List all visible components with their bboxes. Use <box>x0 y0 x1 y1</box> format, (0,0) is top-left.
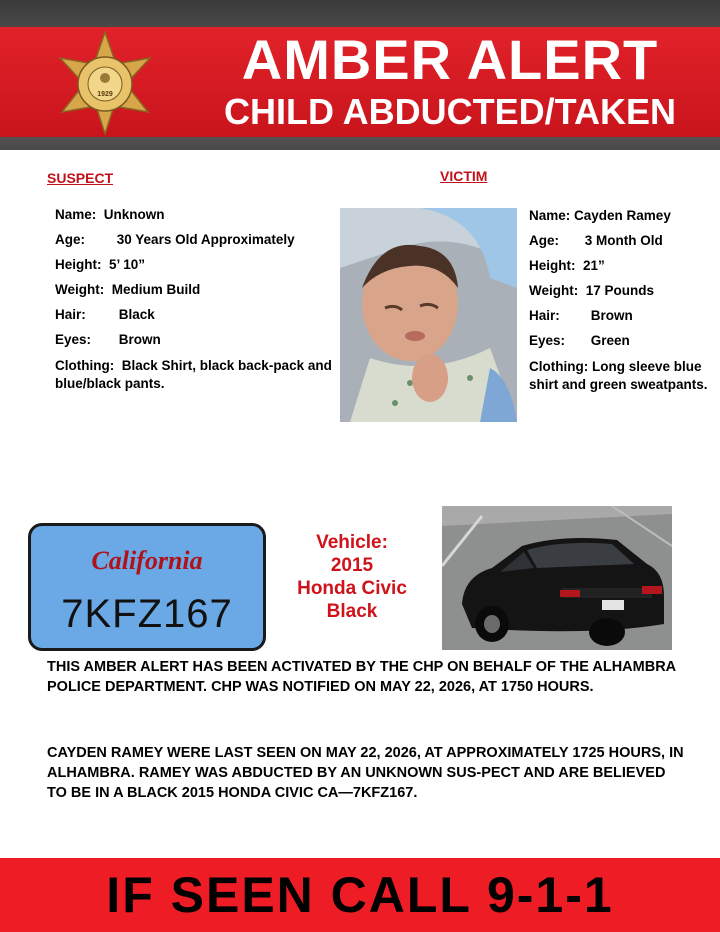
field-label: Height: <box>529 258 576 273</box>
vehicle-photo <box>442 506 672 650</box>
suspect-height-row <box>55 257 345 272</box>
field-value: Brown <box>118 332 161 347</box>
field-value: 17 Pounds <box>585 283 655 298</box>
field-value: Long sleeve blue shirt and green sweatpants. <box>529 359 708 392</box>
field-label: Age: <box>529 233 559 248</box>
victim-name-row <box>529 208 714 223</box>
plate-number: 7KFZ167 <box>61 592 233 636</box>
victim-info <box>529 208 714 404</box>
suspect-age-row <box>55 232 345 247</box>
field-label: Height: <box>55 257 102 272</box>
field-label: Eyes: <box>55 332 92 347</box>
victim-heading: VICTIM <box>440 168 488 184</box>
plate-state: California <box>91 546 203 575</box>
field-value: Green <box>590 333 630 348</box>
field-label: Weight: <box>55 282 105 297</box>
field-value: 30 Years Old Approximately <box>116 232 295 247</box>
field-label: Clothing: <box>55 358 115 373</box>
field-label: Hair: <box>529 308 560 323</box>
badge-year: 1929 <box>97 91 113 98</box>
suspect-name-row <box>55 207 345 222</box>
field-value: Medium Build <box>111 282 201 297</box>
header-banner <box>0 0 720 150</box>
field-value: 5’ 10” <box>109 257 146 272</box>
victim-eyes-row <box>529 333 714 348</box>
victim-hair-row <box>529 308 714 323</box>
field-label: Eyes: <box>529 333 566 348</box>
suspect-info <box>55 207 345 403</box>
victim-clothing-row <box>529 358 714 394</box>
field-label: Clothing: <box>529 359 589 374</box>
victim-height-row <box>529 258 714 273</box>
footer-banner <box>0 858 720 932</box>
suspect-eyes-row <box>55 332 345 347</box>
suspect-hair-row <box>55 307 345 322</box>
vehicle-description <box>272 531 432 623</box>
license-plate <box>28 523 266 651</box>
vehicle-model: Honda Civic <box>297 578 407 599</box>
field-label: Name: <box>529 208 571 223</box>
call-911-text: IF SEEN CALL 9-1-1 <box>106 867 614 923</box>
suspect-clothing-row <box>55 357 345 393</box>
field-value: Unknown <box>103 207 165 222</box>
field-value: Black <box>118 307 155 322</box>
vehicle-year: 2015 <box>330 555 374 576</box>
field-label: Weight: <box>529 283 579 298</box>
field-label: Name: <box>55 207 97 222</box>
alert-subtitle: CHILD ABDUCTED/TAKEN <box>224 91 676 132</box>
victim-age-row <box>529 233 714 248</box>
victim-photo <box>340 208 517 422</box>
field-label: Hair: <box>55 307 86 322</box>
field-value: Cayden Ramey <box>574 208 671 223</box>
field-value: 21” <box>583 258 605 273</box>
last-seen-paragraph: CAYDEN RAMEY WERE LAST SEEN ON MAY 22, 2026, AT APPROXIMATELY 1725 HOURS, IN ALHAMBRA. RAMEY WAS ABDUCTED BY AN UNKNOWN SUS-PECT AND ARE BELIEVED TO BE IN A BLACK 2015 HONDA CIVIC CA—7KFZ167. <box>47 745 684 801</box>
suspect-weight-row <box>55 282 345 297</box>
field-value: Brown <box>590 308 633 323</box>
victim-weight-row <box>529 283 714 298</box>
vehicle-label: Vehicle: <box>316 532 388 553</box>
chp-star-badge-icon <box>50 30 160 135</box>
activation-paragraph: THIS AMBER ALERT HAS BEEN ACTIVATED BY THE CHP ON BEHALF OF THE ALHAMBRA POLICE DEPARTMENT. CHP WAS NOTIFIED ON MAY 22, 2026, AT 1750 HOURS. <box>47 659 676 695</box>
vehicle-color: Black <box>326 601 378 622</box>
suspect-heading: SUSPECT <box>47 170 114 186</box>
field-label: Age: <box>55 232 85 247</box>
field-value: 3 Month Old <box>584 233 663 248</box>
alert-title: AMBER ALERT <box>241 28 659 91</box>
field-value: Black Shirt, black back-pack and blue/black pants. <box>55 358 332 391</box>
